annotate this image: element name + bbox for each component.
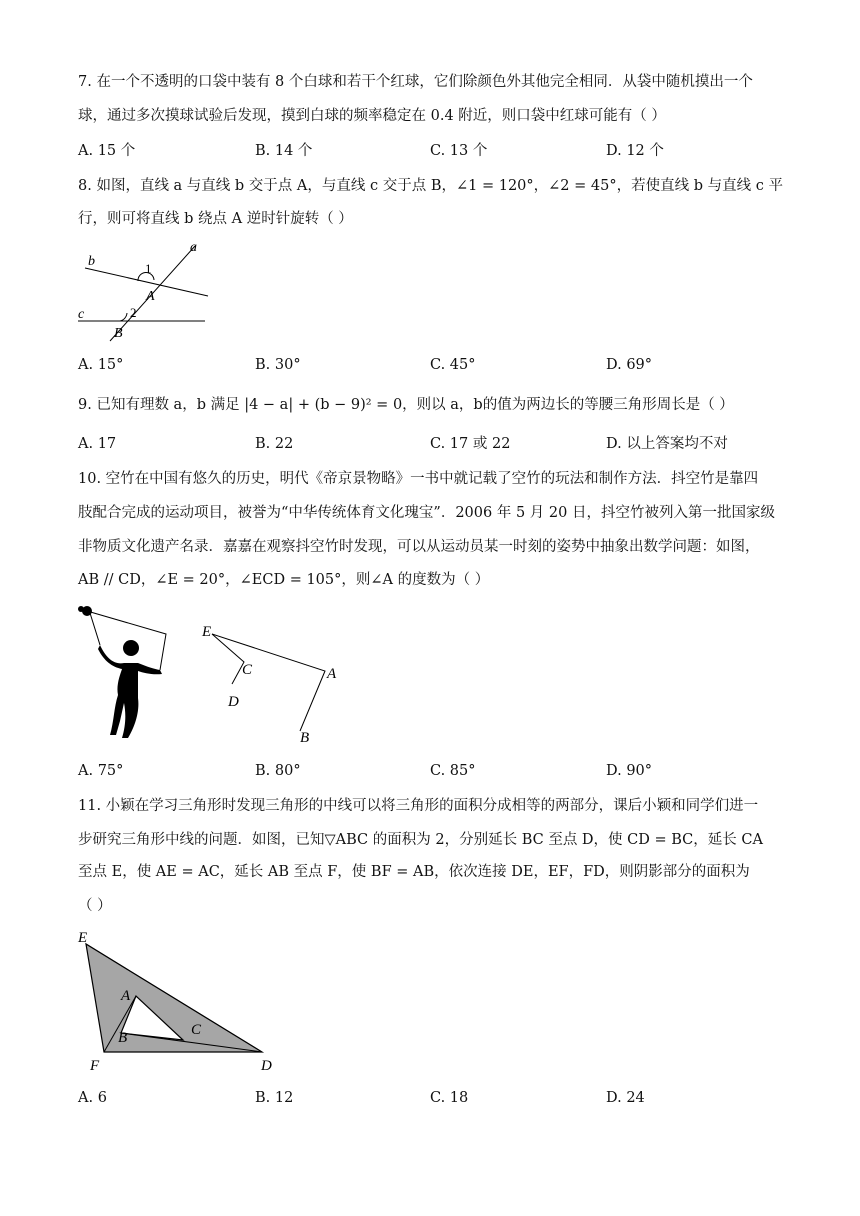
q10-figure — [200, 618, 350, 746]
label-angle-2: 2 — [130, 305, 137, 320]
label-B: B — [300, 730, 310, 746]
q11-line-1: 11. 小颖在学习三角形时发现三角形的中线可以将三角形的面积分成相等的两部分，课后小颖和同学们进一 — [78, 798, 759, 814]
q10-option-a: A. 75° — [78, 763, 124, 779]
q11-line-4: （ ） — [78, 898, 112, 914]
q8-option-b: B. 30° — [255, 357, 301, 373]
label-A: A — [146, 289, 155, 304]
q10-line-1: 10. 空竹在中国有悠久的历史，明代《帝京景物略》一书中就记载了空竹的玩法和制作方法．抖空竹是靠四 — [78, 471, 759, 487]
label-C: C — [242, 662, 253, 678]
label-E: E — [202, 624, 212, 640]
q11-line-3: 至点 E，使 AE = AC，延长 AB 至点 F，使 BF = AB，依次连接 DE，EF，FD，则阴影部分的面积为 — [78, 864, 750, 880]
label-A: A — [121, 988, 131, 1004]
q11-option-d: D. 24 — [606, 1090, 645, 1106]
q8-figure — [70, 238, 220, 342]
q10-line-4: AB // CD，∠E = 20°，∠ECD = 105°，则∠A 的度数为（ ） — [78, 572, 490, 588]
q7-option-a: A. 15 个 — [78, 143, 136, 159]
label-A: A — [327, 666, 337, 682]
label-D: D — [261, 1058, 272, 1074]
label-E: E — [78, 930, 88, 946]
label-C: C — [191, 1022, 202, 1038]
q8-line-1: 8. 如图，直线 a 与直线 b 交于点 A，与直线 c 交于点 B，∠1 = 120°，∠2 = 45°，若使直线 b 与直线 c 平 — [78, 178, 783, 194]
label-D: D — [228, 694, 239, 710]
q11-option-b: B. 12 — [255, 1090, 294, 1106]
label-a: a — [190, 240, 197, 255]
q8-option-c: C. 45° — [430, 357, 476, 373]
label-angle-1: 1 — [145, 261, 152, 276]
q7-option-c: C. 13 个 — [430, 143, 488, 159]
q8-option-a: A. 15° — [78, 357, 124, 373]
q8-option-d: D. 69° — [606, 357, 653, 373]
q9-line-1: 9. 已知有理数 a，b 满足 |4 − a| + (b − 9)² = 0，则以 a，b的值为两边长的等腰三角形周长是（ ） — [78, 397, 734, 413]
label-c: c — [78, 307, 85, 322]
diabolo-player-silhouette — [76, 603, 180, 743]
q10-option-c: C. 85° — [430, 763, 476, 779]
q9-option-d: D. 以上答案均不对 — [606, 436, 728, 452]
q10-line-2: 肢配合完成的运动项目，被誉为“中华传统体育文化瑰宝”．2006 年 5 月 20 日，抖空竹被列入第一批国家级 — [78, 505, 775, 521]
q8-line-2: 行，则可将直线 b 绕点 A 逆时针旋转（ ） — [78, 211, 353, 227]
q7-line-1: 7. 在一个不透明的口袋中装有 8 个白球和若干个红球，它们除颜色外其他完全相同．从袋中随机摸出一个 — [78, 74, 753, 90]
q11-option-c: C. 18 — [430, 1090, 469, 1106]
label-F: F — [90, 1058, 100, 1074]
label-B: B — [114, 326, 123, 341]
q10-option-b: B. 80° — [255, 763, 301, 779]
q11-line-2: 步研究三角形中线的问题．如图，已知▽ABC 的面积为 2，分别延长 BC 至点 D，使 CD = BC，延长 CA — [78, 832, 763, 848]
q11-figure — [76, 926, 286, 1076]
q10-line-3: 非物质文化遗产名录．嘉嘉在观察抖空竹时发现，可以从运动员某一时刻的姿势中抽象出数学问题：如图， — [78, 539, 760, 555]
q7-option-d: D. 12 个 — [606, 143, 664, 159]
q9-option-b: B. 22 — [255, 436, 294, 452]
q11-option-a: A. 6 — [78, 1090, 107, 1106]
label-B: B — [118, 1030, 128, 1046]
q7-option-b: B. 14 个 — [255, 143, 313, 159]
q9-option-c: C. 17 或 22 — [430, 436, 511, 452]
angle-2-arc — [120, 313, 127, 321]
q7-line-2: 球，通过多次摸球试验后发现，摸到白球的频率稳定在 0.4 附近，则口袋中红球可能有（ ） — [78, 108, 666, 124]
q10-option-d: D. 90° — [606, 763, 653, 779]
q9-option-a: A. 17 — [78, 436, 117, 452]
segment-E-C-D — [212, 634, 244, 684]
label-b: b — [88, 254, 95, 269]
